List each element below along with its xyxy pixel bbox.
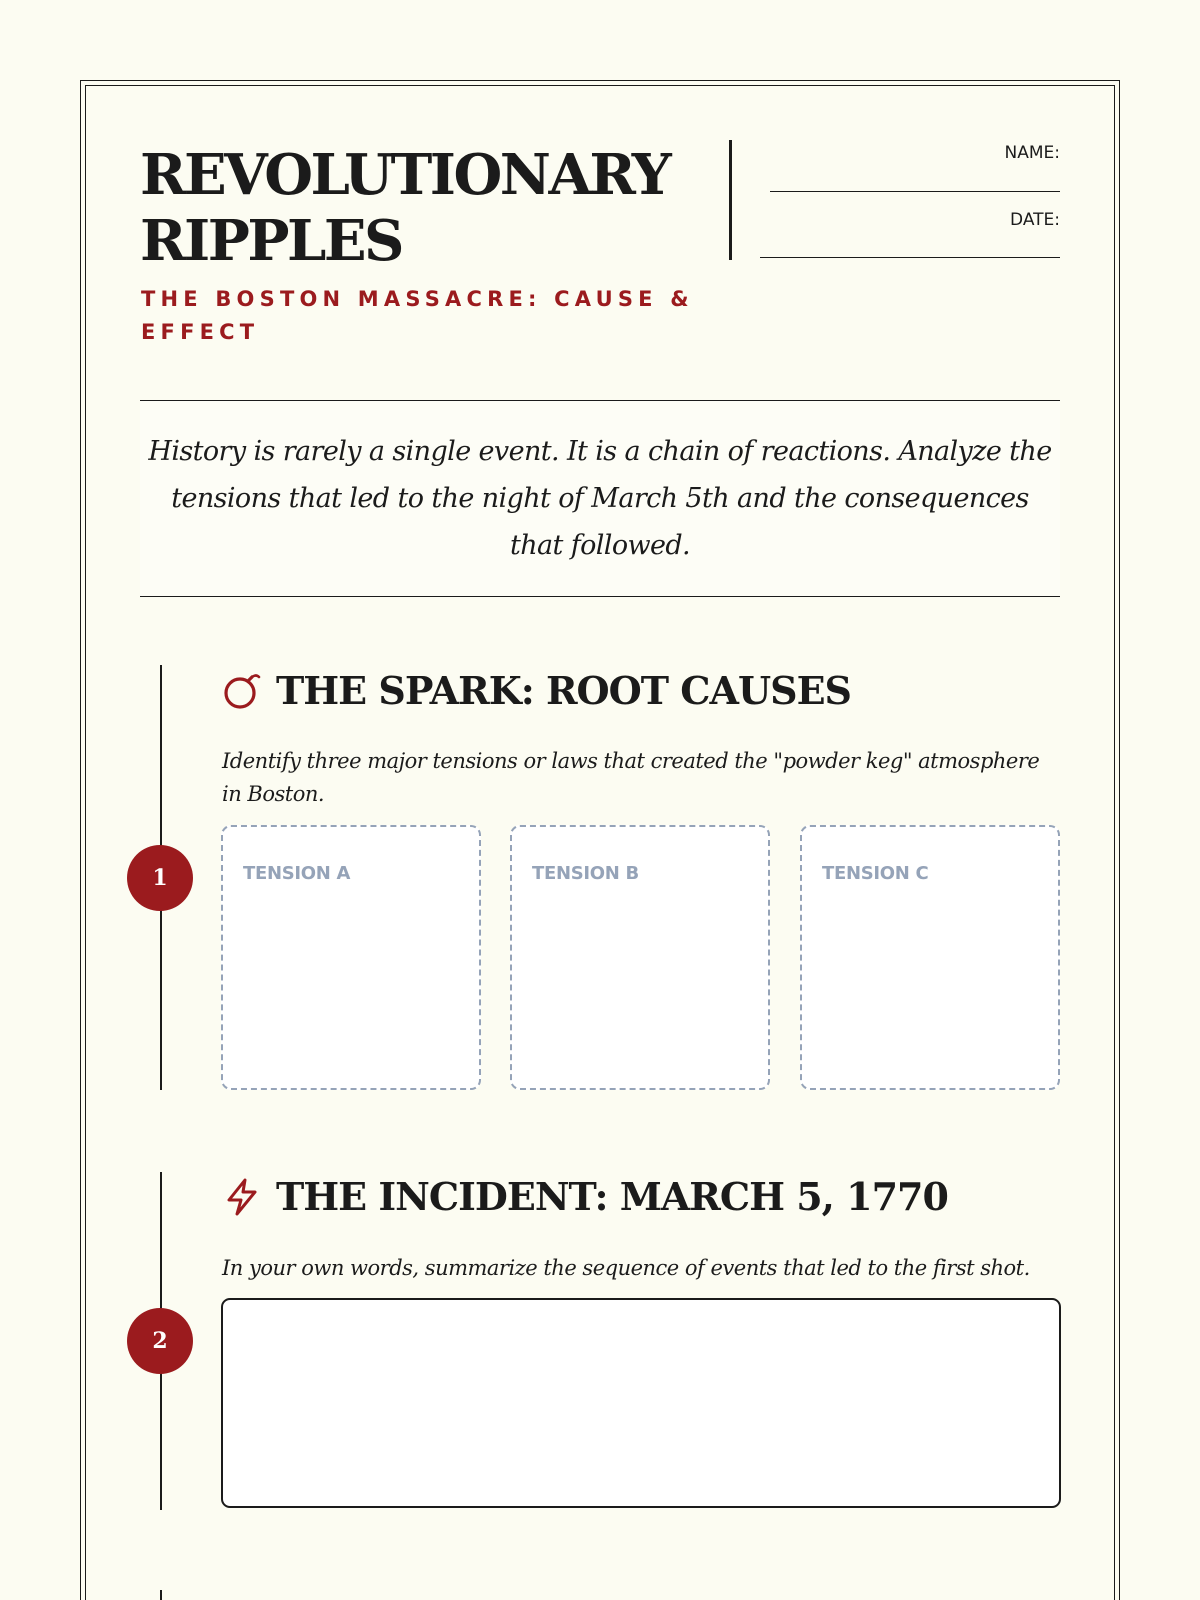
worksheet-subtitle: THE BOSTON MASSACRE: CAUSE & EFFECT (141, 287, 694, 344)
section-2-title: THE INCIDENT: MARCH 5, 1770 (276, 1174, 948, 1219)
incident-summary-box[interactable] (221, 1298, 1061, 1508)
name-field[interactable] (770, 191, 1060, 192)
bomb-icon (222, 671, 262, 711)
section-1-instruction: Identify three major tensions or laws that created the "powder keg" atmosphere in Boston. (222, 749, 1040, 806)
worksheet-title (140, 142, 700, 274)
tension-a-label: TENSION A (243, 863, 351, 884)
section-1-title: THE SPARK: ROOT CAUSES (276, 668, 851, 713)
tension-b-label: TENSION B (532, 863, 639, 884)
tension-c-label: TENSION C (822, 863, 929, 884)
section-2-header (222, 1174, 948, 1219)
intro-box (140, 400, 1060, 597)
title-line-1: REVOLUTIONARY (140, 142, 670, 208)
header-divider (729, 140, 732, 260)
section-1-header (222, 668, 851, 713)
step-badge-2: 2 (127, 1308, 193, 1374)
section-2-instruction: In your own words, summarize the sequence of events that led to the first shot. (222, 1256, 1030, 1280)
timeline-line-3 (160, 1590, 162, 1600)
date-label: DATE: (1010, 210, 1060, 230)
name-label: NAME: (1004, 143, 1060, 163)
date-field[interactable] (760, 257, 1060, 258)
tension-a-box[interactable] (221, 825, 481, 1090)
step-badge-1: 1 (127, 845, 193, 911)
intro-text: History is rarely a single event. It is a chain of reactions. Analyze the tensions that led to the night of March 5th and the consequences that followed. (148, 436, 1052, 561)
lightning-icon (222, 1177, 262, 1217)
title-line-2: RIPPLES (140, 208, 402, 274)
tension-b-box[interactable] (510, 825, 770, 1090)
tension-c-box[interactable] (800, 825, 1060, 1090)
